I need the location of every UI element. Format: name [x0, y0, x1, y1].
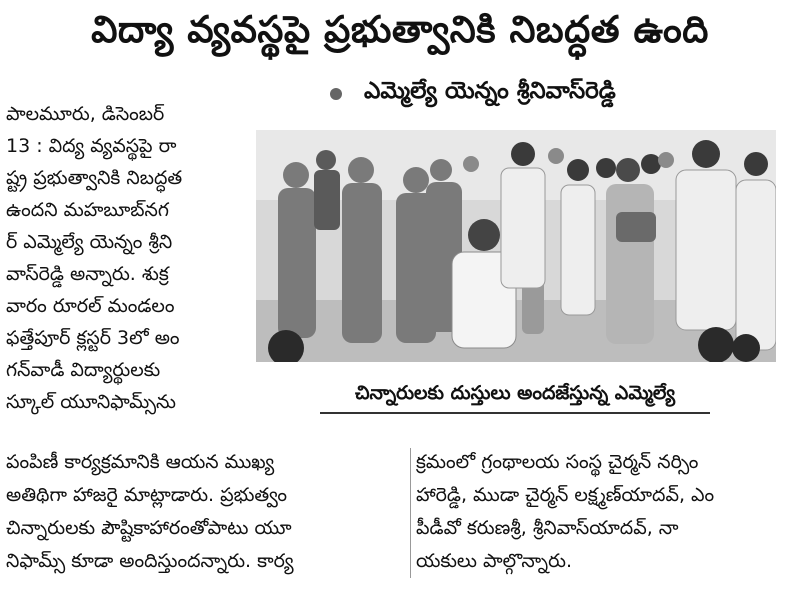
article-line: ష్ట్ర ప్రభుత్వానికి నిబద్ధత — [6, 167, 183, 189]
column-divider — [410, 448, 411, 578]
article-column-bottom-left — [6, 446, 406, 590]
article-line: పంపిణీ కార్యక్రమానికి ఆయన ముఖ్య — [6, 451, 275, 473]
article-line: 13 : విద్య వ్యవస్థపై రా — [6, 135, 177, 157]
subheadline-text: ఎమ్మెల్యే యెన్నం శ్రీనివాస్‌రెడ్డి — [364, 78, 616, 104]
news-photo — [256, 130, 776, 362]
article-line: యకులు పాల్గొన్నారు. — [416, 550, 572, 572]
article-column-left — [6, 98, 250, 454]
bullet-icon — [330, 88, 342, 100]
article-line: వాస్‌రెడ్డి అన్నారు. శుక్ర — [6, 263, 169, 285]
article-line: హారెడ్డి, ముడా చైర్మన్ లక్ష్మణ్‌యాదవ్, ఎం — [416, 484, 715, 506]
article-column-bottom-right — [416, 446, 796, 590]
headline: విద్యా వ్యవస్థపై ప్రభుత్వానికి నిబద్ధత ఉంది — [91, 8, 709, 51]
article-line: ఉందని మహబూబ్‌నగ — [6, 199, 169, 221]
article-line: గన్‌వాడీ విద్యార్థులకు — [6, 359, 161, 381]
article-line: ర్ ఎమ్మెల్యే యెన్నం శ్రీని — [6, 231, 173, 253]
article-line: ఫత్తేపూర్ క్లస్టర్ 3లో అం — [6, 327, 180, 349]
article-line: పీడీవో కరుణశ్రీ, శ్రీనివాస్‌యాదవ్, నా — [416, 517, 679, 539]
article-line: నిఫామ్స్ కూడా అందిస్తుందన్నారు. కార్య — [6, 550, 294, 572]
article-line: క్రమంలో గ్రంథాలయ సంస్థ చైర్మన్ నర్సిం — [416, 451, 699, 473]
photo-illustration — [256, 130, 776, 362]
article-line: అతిథిగా హాజరై మాట్లాడారు. ప్రభుత్వం — [6, 484, 288, 506]
article-line: చిన్నారులకు పౌష్టికాహారంతోపాటు యూ — [6, 517, 292, 539]
article-line: స్కూల్ యూనిఫామ్స్‌ను — [6, 391, 176, 413]
article-line: పాలమూరు, డిసెంబర్ — [6, 103, 165, 125]
article-line: వారం రూరల్ మండలం — [6, 295, 175, 317]
caption-underline — [320, 412, 710, 414]
subheadline — [330, 78, 780, 110]
photo-caption: చిన్నారులకు దుస్తులు అందజేస్తున్న ఎమ్మెల్యే — [354, 382, 676, 404]
